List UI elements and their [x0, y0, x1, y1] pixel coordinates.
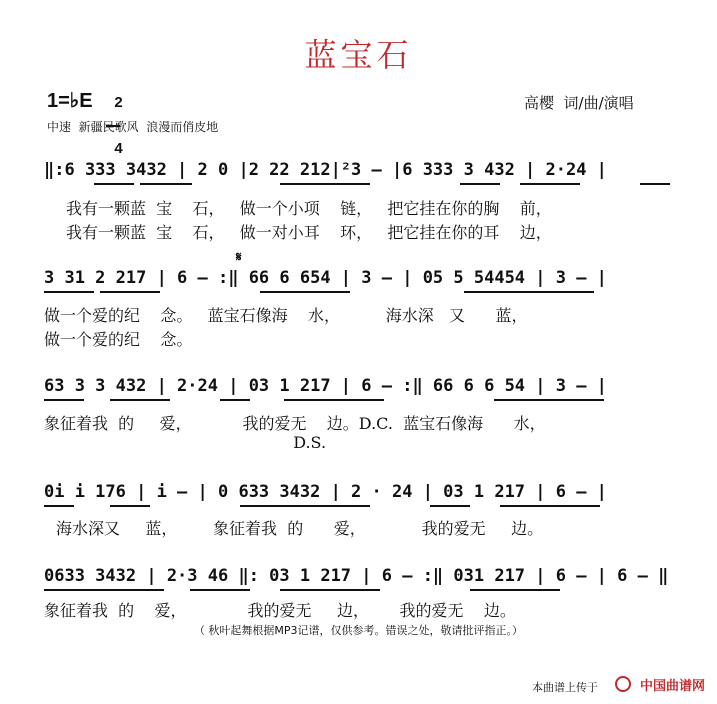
beam: [464, 291, 594, 293]
page-title: 蓝宝石: [304, 36, 413, 74]
beam: [494, 399, 604, 401]
beam: [640, 183, 670, 185]
credits: 高樱 词/曲/演唱: [524, 94, 634, 112]
notation-line-2: 3 31 2 217 | 6 – :‖ 66 6 654 | 3 – | 05 5 54454 | 3 – |: [44, 268, 607, 288]
beam: [140, 183, 192, 185]
beam: [260, 291, 350, 293]
time-signature-bottom: 4: [114, 139, 123, 157]
beam: [500, 505, 600, 507]
site-logo-icon: [615, 676, 631, 692]
notation-line-4: 0i i 176 | i – | 0 633 3432 | 2 · 24 | 03 1 217 | 6 – |: [44, 482, 607, 502]
tempo-style: 中速 新疆民歌风 浪漫而俏皮地: [47, 120, 219, 134]
beam: [460, 183, 500, 185]
notation-line-3: 63 3 3 432 | 2·24 | 03 1 217 | 6 – :‖ 66 6 6 54 | 3 – |: [44, 376, 607, 396]
beam: [520, 183, 580, 185]
beam: [430, 505, 470, 507]
lyrics-line-2-verse-1: 做一个爱的纪 念。 蓝宝石像海 水， 海水深 又 蓝，: [44, 306, 528, 325]
beam: [280, 183, 370, 185]
lyrics-line-5: 象征着我 的 爱， 我的爱无 边， 我的爱无 边。: [44, 601, 516, 620]
beam: [110, 399, 170, 401]
lyrics-line-1-verse-2: 我有一颗蓝 宝 石， 做一对小耳 环， 把它挂在你的耳 边，: [66, 223, 552, 242]
key-signature: 1=♭E: [47, 90, 93, 112]
beam: [44, 505, 74, 507]
beam: [280, 589, 380, 591]
notation-line-1: ‖:6 333 3432 | 2 0 |2 22 212|²3 – |6 333 3 432 | 2·24 |: [44, 160, 607, 180]
beam: [284, 399, 384, 401]
site-name[interactable]: 中国曲谱网: [640, 679, 706, 694]
footnote: （ 秋叶起舞根据MP3记谱，仅供参考。错误之处，敬请批评指正。）: [193, 624, 524, 637]
lyrics-line-2-verse-2: 做一个爱的纪 念。: [44, 330, 193, 349]
lyrics-line-1-verse-1: 我有一颗蓝 宝 石， 做一个小项 链， 把它挂在你的胸 前，: [66, 199, 552, 218]
beam: [100, 291, 160, 293]
time-signature-top: 2: [114, 94, 123, 111]
beam: [44, 399, 84, 401]
beam: [110, 505, 150, 507]
lyrics-line-4: 海水深又 蓝， 象征着我 的 爱， 我的爱无 边。: [56, 519, 544, 538]
notation-line-5: 0633 3432 | 2·3 46 ‖: 03 1 217 | 6 – :‖ 031 217 | 6 – | 6 – ‖: [44, 566, 669, 586]
segno-icon: 𝄋: [236, 250, 242, 265]
beam: [470, 589, 560, 591]
beam: [94, 183, 134, 185]
beam: [44, 589, 164, 591]
beam: [44, 291, 94, 293]
lyrics-line-3-verse-1: 象征着我 的 爱， 我的爱无 边。D.C. 蓝宝石像海 水，: [44, 414, 546, 433]
upload-label: 本曲谱上传于: [532, 681, 598, 694]
beam: [190, 589, 250, 591]
lyrics-line-3-ds: D.S.: [44, 433, 327, 452]
beam: [220, 399, 250, 401]
beam: [240, 505, 370, 507]
